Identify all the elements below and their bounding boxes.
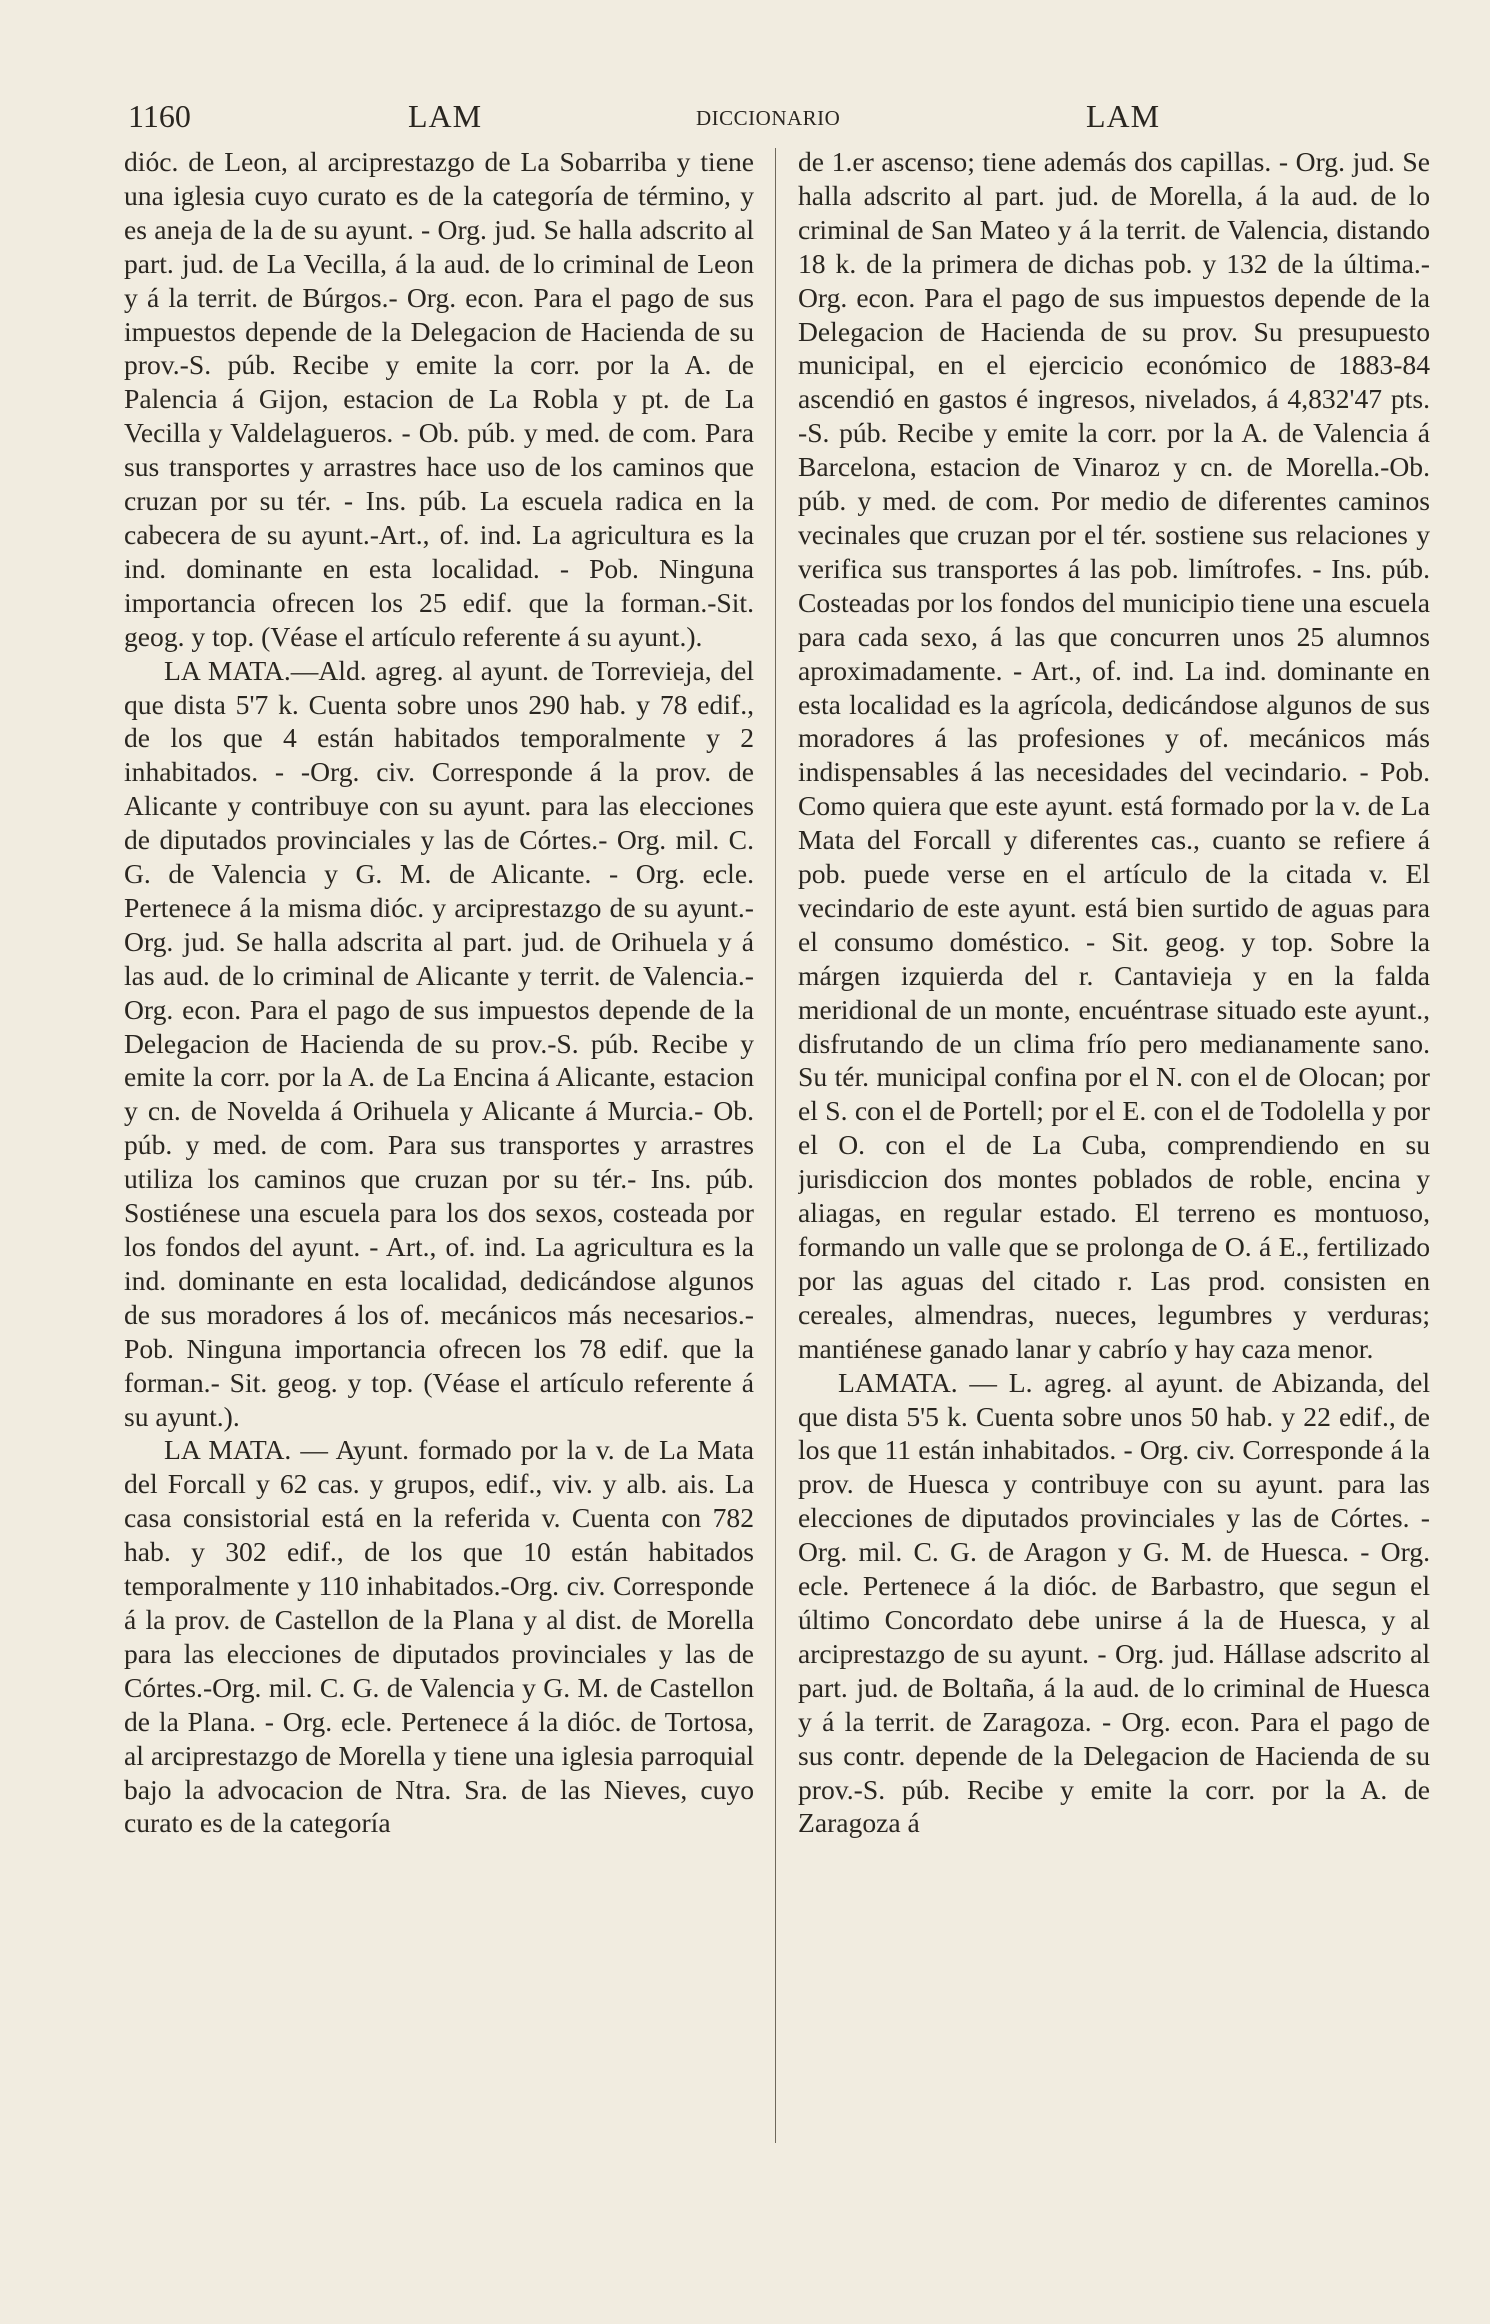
right-column: [798, 145, 1430, 2160]
page-header: [128, 98, 1430, 142]
entry-paragraph: LA MATA. — Ayunt. formado por la v. de La Mata del Forcall y 62 cas. y grupos, edif., viv. y alb. ais. La casa consistorial está en la referida v. Cuenta con 782 hab. y 302 edif., de los que 10 están habitados temporalmente y 110 inhabitados.-Org. civ. Corresponde á la prov. de Castellon de la Plana y al dist. de Morella para las elecciones de diputados provinciales y las de Córtes.-Org. mil. C. G. de Valencia y G. M. de Castellon de la Plana. - Org. ecle. Pertenece á la dióc. de Tortosa, al arciprestazgo de Morella y tiene una iglesia parroquial bajo la advocacion de Ntra. Sra. de las Nieves, cuyo curato es de la categoría: [124, 1434, 754, 1839]
header-left-word: LAM: [408, 98, 483, 134]
left-column: [124, 145, 754, 2160]
header-title: DICCIONARIO: [696, 106, 841, 130]
page-number: 1160: [128, 98, 191, 134]
entry-paragraph: de 1.er ascenso; tiene además dos capillas. - Org. jud. Se halla adscrito al part. jud. de Morella, á la aud. de lo criminal de San Mateo y á la territ. de Valencia, distando 18 k. de la primera de dichas pob. y 132 de la última.-Org. econ. Para el pago de sus impuestos depende de la Delegacion de Hacienda de su prov. Su presupuesto municipal, en el ejercicio económico de 1883-84 ascendió en gastos é ingresos, nivelados, á 4,832'47 pts. -S. púb. Recibe y emite la corr. por la A. de Valencia á Barcelona, estacion de Vinaroz y cn. de Morella.-Ob. púb. y med. de com. Por medio de diferentes caminos vecinales que cruzan por el tér. sostiene sus relaciones y verifica sus transportes á las pob. limítrofes. - Ins. púb. Costeadas por los fondos del municipio tiene una escuela para cada sexo, á las que concurren unos 25 alumnos aproximadamente. - Art., of. ind. La ind. dominante en esta localidad es la agrícola, dedicándose algunos de sus moradores á las profesiones y of. mecánicos más indispensables á las necesidades del vecindario. - Pob. Como quiera que este ayunt. está formado por la v. de La Mata del Forcall y diferentes cas., cuanto se refiere á pob. puede verse en el artículo de la citada v. El vecindario de este ayunt. está bien surtido de aguas para el consumo doméstico. - Sit. geog. y top. Sobre la márgen izquierda del r. Cantavieja y en la falda meridional de un monte, encuéntrase situado este ayunt., disfrutando de un clima frío pero medianamente sano. Su tér. municipal confina por el N. con el de Olocan; por el S. con el de Portell; por el E. con el de Todolella y por el O. con el de La Cuba, comprendiendo en su jurisdiccion dos montes poblados de roble, encina y aliagas, en regular estado. El terreno es montuoso, formando un valle que se prolonga de O. á E., fertilizado por las aguas del citado r. Las prod. consisten en cereales, almendras, nueces, legumbres y verduras; mantiénese ganado lanar y cabrío y hay caza menor.: [798, 146, 1430, 1364]
entry-paragraph: LAMATA. — L. agreg. al ayunt. de Abizanda, del que dista 5'5 k. Cuenta sobre unos 50 hab. y 22 edif., de los que 11 están inhabitados. - Org. civ. Corresponde á la prov. de Huesca y contribuye con su ayunt. para las elecciones de diputados provinciales y las de Córtes. - Org. mil. C. G. de Aragon y G. M. de Huesca. - Org. ecle. Pertenece á la dióc. de Barbastro, que segun el último Concordato debe unirse á la de Huesca, y al arciprestazgo de su ayunt. - Org. jud. Hállase adscrito al part. jud. de Boltaña, á la aud. de lo criminal de Huesca y á la territ. de Zaragoza. - Org. econ. Para el pago de sus contr. depende de la Delegacion de Hacienda de su prov.-S. púb. Recibe y emite la corr. por la A. de Zaragoza á: [798, 1366, 1430, 1839]
entry-paragraph: LA MATA.—Ald. agreg. al ayunt. de Torrevieja, del que dista 5'7 k. Cuenta sobre unos 290 hab. y 78 edif., de los que 4 están habitados temporalmente y 2 inhabitados. - -Org. civ. Corresponde á la prov. de Alicante y contribuye con su ayunt. para las elecciones de diputados provinciales y las de Córtes.- Org. mil. C. G. de Valencia y G. M. de Alicante. - Org. ecle. Pertenece á la misma dióc. y arciprestazgo de su ayunt.- Org. jud. Se halla adscrita al part. jud. de Orihuela y á las aud. de lo criminal de Alicante y territ. de Valencia.-Org. econ. Para el pago de sus impuestos depende de la Delegacion de Hacienda de su prov.-S. púb. Recibe y emite la corr. por la A. de La Encina á Alicante, estacion y cn. de Novelda á Orihuela y Alicante á Murcia.- Ob. púb. y med. de com. Para sus transportes y arrastres utiliza los caminos que cruzan por su tér.- Ins. púb. Sostiénese una escuela para los dos sexos, costeada por los fondos del ayunt. - Art., of. ind. La agricultura es la ind. dominante en esta localidad, dedicándose algunos de sus moradores á los of. mecánicos más necesarios.-Pob. Ninguna importancia ofrecen los 78 edif. que la forman.- Sit. geog. y top. (Véase el artículo referente á su ayunt.).: [124, 654, 754, 1432]
column-divider: [775, 148, 776, 2143]
entry-paragraph: dióc. de Leon, al arciprestazgo de La Sobarriba y tiene una iglesia cuyo curato es de la categoría de término, y es aneja de la de su ayunt. - Org. jud. Se halla adscrito al part. jud. de La Vecilla, á la aud. de lo criminal de Leon y á la territ. de Búrgos.- Org. econ. Para el pago de sus impuestos depende de la Delegacion de Hacienda de su prov.-S. púb. Recibe y emite la corr. por la A. de Palencia á Gijon, estacion de La Robla y pt. de La Vecilla y Valdelagueros. - Ob. púb. y med. de com. Para sus transportes y arrastres hace uso de los caminos que cruzan por su tér. - Ins. púb. La escuela radica en la cabecera de su ayunt.-Art., of. ind. La agricultura es la ind. dominante en esta localidad. - Pob. Ninguna importancia ofrecen los 25 edif. que la forman.-Sit. geog. y top. (Véase el artículo referente á su ayunt.).: [124, 146, 754, 652]
header-right-word: LAM: [1086, 98, 1161, 134]
